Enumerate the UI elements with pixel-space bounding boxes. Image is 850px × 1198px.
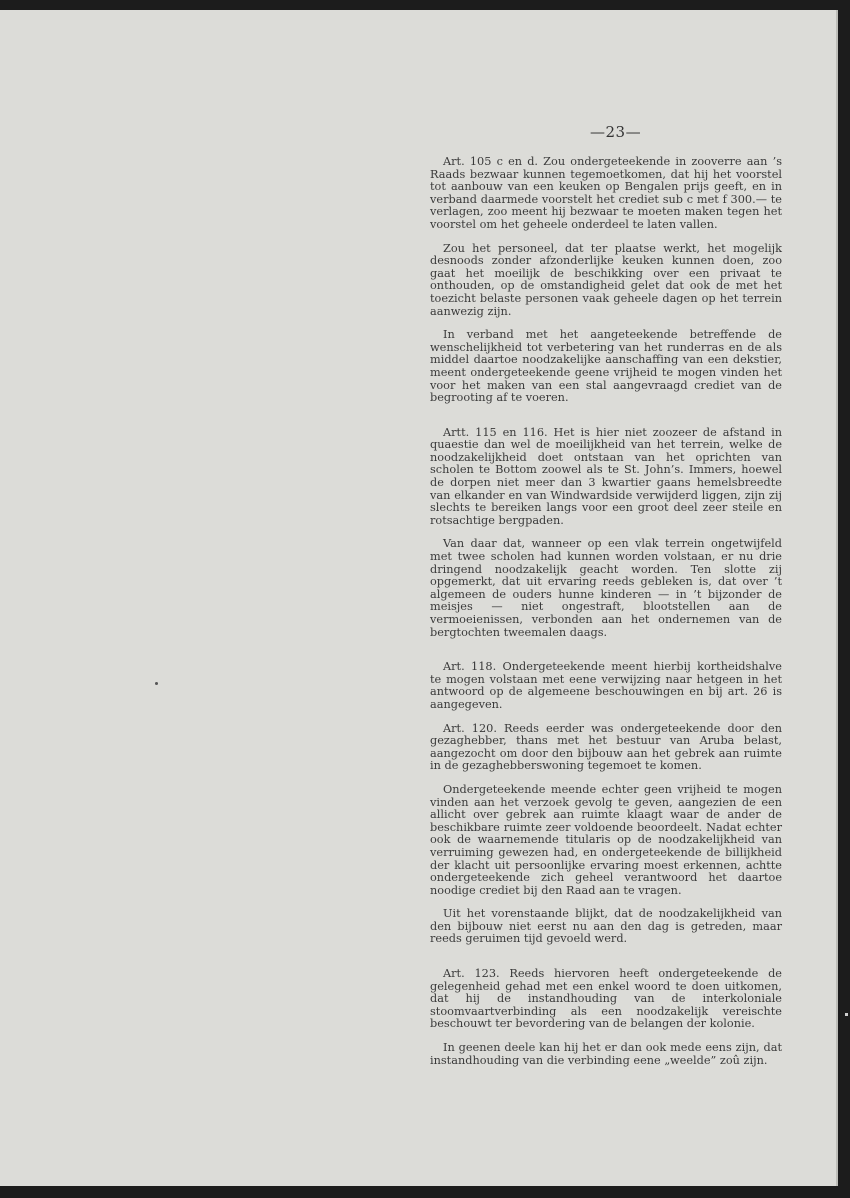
page-number: —23—: [590, 123, 642, 141]
paragraph-weelde: In geenen deele kan hij het er dan ook mede eens zijn, dat instandhouding van die verbinding eene „weelde” zoû zijn.: [430, 1041, 782, 1067]
paragraph-runderras: In verband met het aangeteekende betreffende de wenschelijkheid tot verbetering van het runderras en de als middel daartoe noodzakelijke aanschaffing van een dekstier, meent ondergeteekende geene vrijheid te mogen vinden het voor het maken van een stal aangevraagd crediet van de begrooting af te voeren.: [430, 328, 782, 405]
paragraph-personeel: Zou het personeel, dat ter plaatse werkt, het mogelijk desnoods zonder afzonderlijke keuken kunnen doen, zoo gaat het moeilijk de beschikking over een privaat te onthouden, op de omstandigheid gelet dat ook de met het toezicht belaste personen vaak geheele dagen op het terrein aanwezig zijn.: [430, 241, 782, 318]
text-column: [430, 156, 782, 1078]
paragraph-art-123: Art. 123. Reeds hiervoren heeft ondergeteekende de gelegenheid gehad met een enkel woord te doen uitkomen, dat hij de instandhouding van de interkoloniale stoomvaartverbinding als een noodzakelijk vereischte beschouwt ter bevordering van de belangen der kolonie.: [430, 967, 782, 1031]
paragraph-scholen: Van daar dat, wanneer op een vlak terrein ongetwijfeld met twee scholen had kunnen worden volstaan, er nu drie dringend noodzakelijk geacht worden. Ten slotte zij opgemerkt, dat uit ervaring reeds gebleken is, dat over ’t algemeen de ouders hunne kinderen — in ’t bijzonder de meisjes — niet ongestraft, blootstellen aan de vermoeienissen, verbonden aan het ondernemen van de bergtochten tweemalen daags.: [430, 537, 782, 639]
scan-edge-mark: [845, 1013, 848, 1016]
paragraph-verzoek: Ondergeteekende meende echter geen vrijheid te mogen vinden aan het verzoek gevolg te geven, aangezien de een allicht over gebrek aan ruimte klaagt waar de ander de beschikbare ruimte zeer voldoende beoordeelt. Nadat echter ook de waarnemende titularis op de noodzakelijkheid van verruiming gewezen had, en ondergeteekende de billijkheid der klacht uit persoonlijke ervaring moest erkennen, achtte ondergeteekende zich geheel verantwoord het daartoe noodige crediet bij den Raad aan te vragen.: [430, 782, 782, 897]
paragraph-art-115-116: Artt. 115 en 116. Het is hier niet zoozeer de afstand in quaestie dan wel de moeilijkheid van het terrein, welke de noodzakelijkheid doet ontstaan van het oprichten van scholen te Bottom zoowel als te St. John’s. Immers, hoewel de dorpen niet meer dan 3 kwartier gaans hemelsbreedte van elkander en van Windwardside verwijderd liggen, zijn zij slechts te bereiken langs voor een groot deel zeer steile en rotsachtige bergpaden.: [430, 425, 782, 527]
paragraph-art-105: Art. 105 c en d. Zou ondergeteekende in zooverre aan ’s Raads bezwaar kunnen tegemoetkomen, dat hij het voorstel tot aanbouw van een keuken op Bengalen prijs geeft, en in verband daarmede voorstelt het crediet sub c met f 300.— te verlagen, zoo meent hij bezwaar te moeten maken tegen het voorstel om het geheele onderdeel te laten vallen.: [430, 155, 782, 231]
paragraph-bijbouw: Uit het vorenstaande blijkt, dat de noodzakelijkheid van den bijbouw niet eerst nu aan den dag is getreden, maar reeds geruimen tijd gevoeld werd.: [430, 907, 782, 946]
document-page: [0, 10, 838, 1186]
paragraph-art-120: Art. 120. Reeds eerder was ondergeteekende door den gezaghebber, thans met het bestuur van Aruba belast, aangezocht om door den bijbouw aan het gebrek aan ruimte in de gezaghebberswoning tegemoet te komen.: [430, 721, 782, 773]
paragraph-art-118: Art. 118. Ondergeteekende meent hierbij kortheidshalve te mogen volstaan met eene verwijzing naar hetgeen in het antwoord op de algemeene beschouwingen en bij art. 26 is aangegeven.: [430, 660, 782, 711]
paper-speck: [155, 682, 158, 685]
